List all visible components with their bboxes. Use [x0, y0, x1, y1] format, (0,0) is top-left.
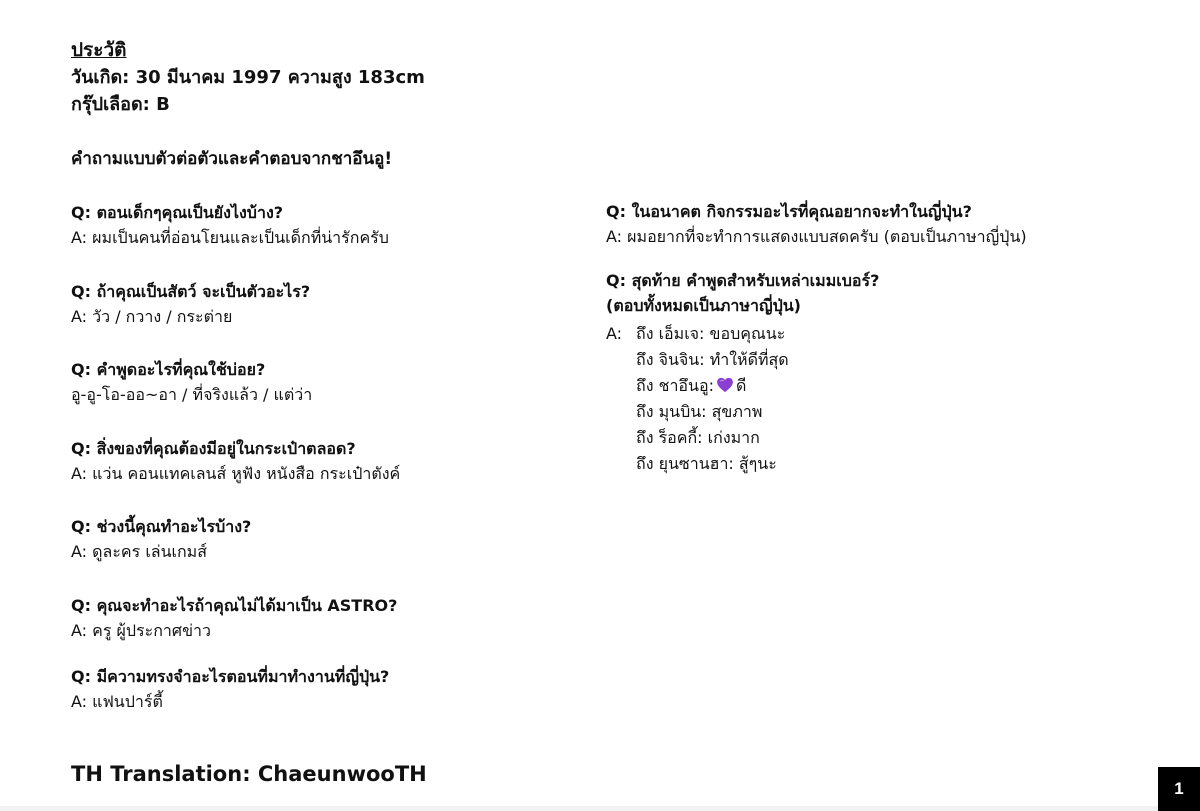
- message-text-suffix: ดี: [735, 375, 747, 395]
- qa-item: [71, 200, 591, 250]
- question: Q: คำพูดอะไรที่คุณใช้บ่อย?: [71, 360, 266, 379]
- profile-title: ประวัติ: [71, 39, 127, 61]
- page-bottom-edge: [0, 806, 1200, 811]
- message-row: [606, 450, 1086, 476]
- message-text: ถึง เอ็มเจ: ขอบคุณนะ: [636, 323, 786, 343]
- answer: A: ผมเป็นคนที่อ่อนโยนและเป็นเด็กที่น่ารักครับ: [71, 228, 389, 247]
- qa-item: [71, 514, 591, 564]
- member-messages: [606, 320, 1086, 476]
- answer: A: แว่น คอนแทคเลนส์ หูฟัง หนังสือ กระเป๋าตังค์: [71, 464, 401, 483]
- answer: A: ผมอยากที่จะทำการแสดงแบบสดครับ (ตอบเป็นภาษาญี่ปุ่น): [606, 227, 1027, 246]
- answer-prefix: A:: [606, 323, 623, 343]
- interview-intro: คำถามแบบตัวต่อตัวและคำตอบจากชาอึนอู!: [71, 149, 393, 169]
- question: Q: คุณจะทำอะไรถ้าคุณไม่ได้มาเป็น ASTRO?: [71, 596, 398, 615]
- blood-type-line: กรุ๊ปเลือด: B: [71, 94, 170, 115]
- qa-item: [71, 593, 591, 643]
- message-row: [606, 398, 1086, 424]
- message-row: [606, 320, 1086, 346]
- message-text: ถึง จินจิน: ทำให้ดีที่สุด: [636, 349, 789, 369]
- message-text: ถึง ยุนซานฮา: สู้ๆนะ: [636, 453, 777, 473]
- qa-item: [606, 199, 1126, 249]
- answer: A: ดูละคร เล่นเกมส์: [71, 542, 207, 561]
- qa-item: [71, 664, 591, 714]
- message-row: [606, 424, 1086, 450]
- profile-section: [71, 36, 551, 118]
- qa-item: [71, 279, 591, 329]
- question: Q: สุดท้าย คำพูดสำหรับเหล่าเมมเบอร์?: [606, 271, 880, 290]
- message-row: [606, 346, 1086, 372]
- message-text: ถึง ร็อคกี้: เก่งมาก: [636, 427, 760, 447]
- message-row: [606, 372, 1086, 398]
- message-text: ถึง ชาอึนอู:: [636, 375, 714, 395]
- translation-credit: TH Translation: ChaeunwooTH: [71, 762, 427, 786]
- question: Q: ตอนเด็กๆคุณเป็นยังไงบ้าง?: [71, 203, 284, 222]
- question: Q: ในอนาคต กิจกรรมอะไรที่คุณอยากจะทำในญี่ปุ่น?: [606, 202, 972, 221]
- page-number-badge: 1: [1158, 767, 1200, 811]
- question: Q: สิ่งของที่คุณต้องมีอยู่ในกระเป๋าตลอด?: [71, 439, 356, 458]
- qa-item: [71, 436, 591, 486]
- question: Q: ช่วงนี้คุณทำอะไรบ้าง?: [71, 517, 252, 536]
- question-note: (ตอบทั้งหมดเป็นภาษาญี่ปุ่น): [606, 296, 801, 315]
- answer: อู-อู-โอ-ออ~อา / ที่จริงแล้ว / แต่ว่า: [71, 385, 313, 404]
- birth-height-line: วันเกิด: 30 มีนาคม 1997 ความสูง 183cm: [71, 67, 425, 88]
- message-text: ถึง มุนบิน: สุขภาพ: [636, 401, 763, 421]
- question: Q: ถ้าคุณเป็นสัตว์ จะเป็นตัวอะไร?: [71, 282, 311, 301]
- answer: A: ครู ผู้ประกาศข่าว: [71, 621, 211, 640]
- qa-item: [71, 357, 591, 407]
- purple-heart-icon: [716, 376, 734, 394]
- answer: A: วัว / กวาง / กระต่าย: [71, 307, 233, 326]
- question: Q: มีความทรงจำอะไรตอนที่มาทำงานที่ญี่ปุ่น?: [71, 667, 390, 686]
- qa-item: [606, 268, 1126, 318]
- answer: A: แฟนปาร์ตี้: [71, 692, 163, 711]
